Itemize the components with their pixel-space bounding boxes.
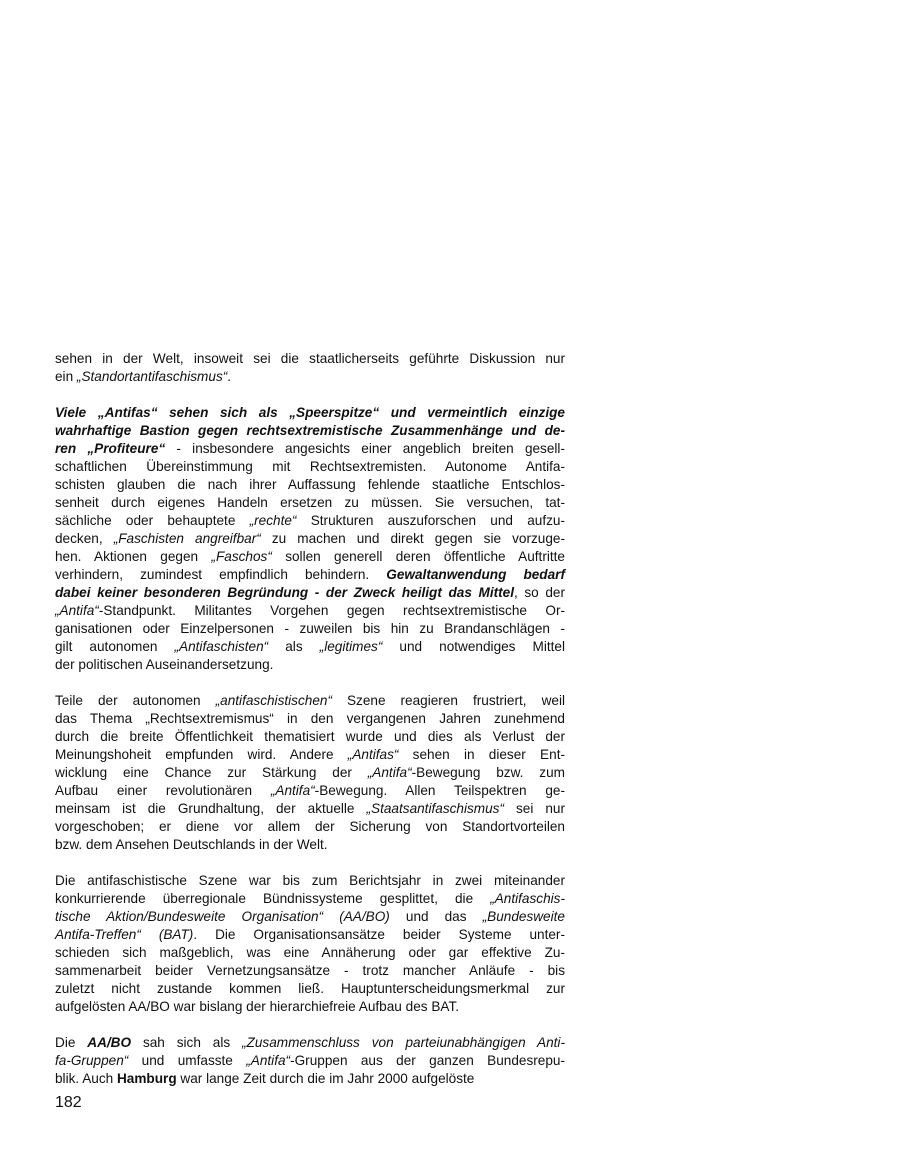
text-run: Strukturen auszuforschen und aufzu- (296, 513, 565, 528)
text-run: -Gruppen aus der ganzen Bundesrepu- (290, 1053, 565, 1068)
text-run: schisten glauben die nach ihrer Auffassung fehlende staatliche Entschlos- (55, 477, 565, 492)
text-run: und das (389, 909, 483, 924)
text-run: hen. Aktionen gegen (55, 549, 212, 564)
text-run: „Faschos“ (211, 549, 272, 564)
text-line (55, 998, 565, 1016)
text-line (55, 422, 565, 440)
text-run: Szene reagieren frustriert, weil (331, 693, 565, 708)
text-run: Viele „Antifas“ sehen sich als „Speerspitze“ und vermeintlich einzige (55, 405, 565, 420)
text-line (55, 458, 565, 476)
text-run: tische Aktion/Bundesweite Organisation“ (AA/BO) (55, 909, 390, 924)
text-line (55, 368, 565, 386)
text-line (55, 908, 565, 926)
text-line (55, 404, 565, 422)
text-run: sei nur (504, 801, 566, 816)
text-run: wicklung eine Chance zur Stärkung der (55, 765, 368, 780)
page-number: 182 (55, 1094, 82, 1111)
paragraph (55, 350, 565, 386)
text-run: bzw. dem Ansehen Deutschlands in der Welt. (55, 837, 328, 852)
text-run: wahrhaftige Bastion gegen rechtsextremistische Zusammenhänge und de- (55, 423, 565, 438)
text-line (55, 1052, 565, 1070)
text-run: meinsam ist die Grundhaltung, der aktuelle (55, 801, 367, 816)
text-run: „Antifa“ (270, 783, 315, 798)
text-line (55, 602, 565, 620)
text-run: verhindern, zumindest empfindlich behindern. (55, 567, 387, 582)
text-run: vorgeschoben; er diene vor allem der Sicherung von Standortvorteilen (55, 819, 565, 834)
text-run: der politischen Auseinandersetzung. (55, 657, 274, 672)
text-run: und umfasste (128, 1053, 247, 1068)
text-run: „Staatsantifaschismus“ (366, 801, 504, 816)
text-line (55, 782, 565, 800)
text-run: und notwendiges Mittel (382, 639, 566, 654)
text-run: Gewaltanwendung bedarf (386, 567, 565, 582)
text-line (55, 512, 565, 530)
text-line (55, 818, 565, 836)
text-line (55, 656, 565, 674)
text-run: konkurrierende überregionale Bündnissysteme gesplittet, die (55, 891, 491, 906)
text-line (55, 926, 565, 944)
text-line (55, 350, 565, 368)
text-line (55, 872, 565, 890)
text-line (55, 638, 565, 656)
text-line (55, 746, 565, 764)
text-run: das Thema „Rechtsextremismus“ in den vergangenen Jahren zunehmend (55, 711, 565, 726)
text-run: AA/BO (87, 1035, 132, 1050)
text-line (55, 530, 565, 548)
text-line (55, 710, 565, 728)
text-run: „antifaschistischen“ (215, 693, 332, 708)
text-run: -Bewegung. Allen Teilspektren ge- (314, 783, 566, 798)
text-line (55, 800, 565, 818)
text-run: zuletzt nicht zustande kommen ließ. Hauptunterscheidungsmerkmal zur (55, 981, 565, 996)
text-run: senheit durch eigenes Handeln ersetzen zu müssen. Sie versuchen, tat- (55, 495, 565, 510)
text-run: sehen in der Welt, insoweit sei die staatlicherseits geführte Diskussion nur (55, 351, 565, 366)
text-run: -Standpunkt. Militantes Vorgehen gegen rechtsextremistische Or- (98, 603, 565, 618)
text-line (55, 476, 565, 494)
text-run: „legitimes“ (319, 639, 383, 654)
text-run: - insbesondere angesichts einer angeblich breiten gesell- (165, 441, 565, 456)
text-run: dabei keiner besonderen Begründung - der Zweck heiligt das Mittel (55, 585, 514, 600)
text-line (55, 962, 565, 980)
text-run: ganisationen oder Einzelpersonen - zuweilen bis hin zu Brandanschlägen - (55, 621, 565, 636)
text-run: Die (55, 1035, 88, 1050)
text-run: gilt autonomen (55, 639, 175, 654)
text-run: ren „Profiteure“ (55, 441, 166, 456)
text-run: . (227, 369, 232, 384)
paragraph (55, 872, 565, 1016)
text-line (55, 566, 565, 584)
text-run: blik. Auch (55, 1071, 117, 1086)
paragraph (55, 692, 565, 854)
text-run: zu machen und direkt gegen sie vorzuge- (260, 531, 565, 546)
text-run: „Antifaschis- (490, 891, 565, 906)
text-run: Antifa-Treffen“ (BAT) (55, 927, 194, 942)
text-run: decken, (55, 531, 114, 546)
text-line (55, 584, 565, 602)
text-run: Teile der autonomen (55, 693, 216, 708)
text-line (55, 440, 565, 458)
text-run: fa-Gruppen“ (55, 1053, 129, 1068)
text-run: „Bundesweite (482, 909, 565, 924)
text-line (55, 980, 565, 998)
text-run: , so der (514, 585, 565, 600)
text-column (55, 350, 565, 1106)
text-run: war lange Zeit durch die im Jahr 2000 aufgelöste (176, 1071, 475, 1086)
text-line (55, 836, 565, 854)
text-run: „Faschisten angreifbar“ (113, 531, 261, 546)
text-line (55, 620, 565, 638)
paragraph (55, 404, 565, 674)
text-line (55, 692, 565, 710)
text-run: aufgelösten AA/BO war bislang der hierarchiefreie Aufbau des BAT. (55, 999, 460, 1014)
text-run: durch die breite Öffentlichkeit thematisiert wurde und dies als Verlust der (55, 729, 565, 744)
text-run: „Antifa“ (55, 603, 99, 618)
text-line (55, 548, 565, 566)
text-line (55, 1034, 565, 1052)
text-run: sah sich als (131, 1035, 242, 1050)
text-run: sehen in dieser Ent- (398, 747, 565, 762)
text-run: als (268, 639, 320, 654)
text-run: sammenarbeit beider Vernetzungsansätze - trotz mancher Anläufe - bis (55, 963, 565, 978)
text-run: ein (55, 369, 77, 384)
text-line (55, 944, 565, 962)
text-run: Hamburg (116, 1071, 177, 1086)
text-run: schaftlichen Übereinstimmung mit Rechtsextremisten. Autonome Antifa- (55, 459, 565, 474)
text-run: Meinungshoheit empfunden wird. Andere (55, 747, 348, 762)
text-run: „rechte“ (249, 513, 297, 528)
text-run: -Bewegung bzw. zum (411, 765, 565, 780)
text-line (55, 764, 565, 782)
text-line (55, 728, 565, 746)
text-run: „Antifa“ (246, 1053, 291, 1068)
paragraph (55, 1034, 565, 1088)
text-line (55, 890, 565, 908)
text-run: sächliche oder behauptete (55, 513, 250, 528)
text-run: sollen generell deren öffentliche Auftritte (271, 549, 565, 564)
text-run: schieden sich maßgeblich, was eine Annäherung oder gar effektive Zu- (55, 945, 565, 960)
text-run: „Antifas“ (347, 747, 399, 762)
text-run: . Die Organisationsansätze beider Systeme unter- (193, 927, 565, 942)
text-run: Aufbau einer revolutionären (55, 783, 271, 798)
text-run: „Standortantifaschismus“ (76, 369, 228, 384)
text-run: Die antifaschistische Szene war bis zum Berichtsjahr in zwei miteinander (55, 873, 565, 888)
text-run: „Antifaschisten“ (174, 639, 269, 654)
text-line (55, 1070, 565, 1088)
text-run: „Antifa“ (367, 765, 412, 780)
text-run: „Zusammenschluss von parteiunabhängigen Anti- (242, 1035, 565, 1050)
text-line (55, 494, 565, 512)
